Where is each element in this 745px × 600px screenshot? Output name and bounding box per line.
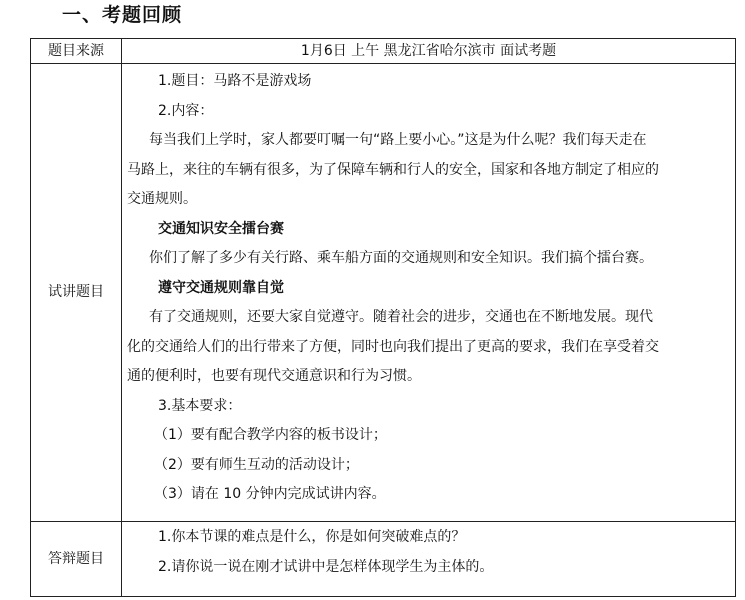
- paragraph2-line1: 你们了解了多少有关行路、乘车船方面的交通规则和安全知识。我们搞个擂台赛。: [149, 250, 653, 266]
- row-divider-trial: [31, 521, 735, 522]
- paragraph1-line3: 交通规则。: [127, 191, 197, 207]
- trial-content-label: 2.内容：: [158, 102, 214, 119]
- defense-label: 答辩题目: [48, 551, 104, 567]
- subheading-safety-contest: 交通知识安全擂台赛: [158, 220, 284, 237]
- trial-label: 试讲题目: [48, 284, 104, 300]
- paragraph3-line1: 有了交通规则，还要大家自觉遵守。随着社会的进步，交通也在不断地发展。现代: [149, 309, 653, 325]
- trial-content: [122, 67, 729, 510]
- defense-content: [122, 523, 729, 582]
- section-heading: 一、考题回顾: [62, 4, 183, 26]
- row-divider-source: [31, 63, 735, 64]
- paragraph3-line2: 化的交通给人们的出行带来了方便，同时也向我们提出了更高的要求，我们在享受着交: [127, 338, 659, 355]
- source-label: 题目来源: [48, 43, 104, 59]
- exam-table: [30, 38, 736, 597]
- defense-question: 2.请你说一说在刚才试讲中是怎样体现学生为主体的。: [158, 558, 494, 575]
- requirement-item: （2）要有师生互动的活动设计；: [154, 456, 359, 473]
- paragraph1-line2: 马路上，来往的车辆有很多，为了保障车辆和行人的安全，国家和各地方制定了相应的: [127, 161, 659, 178]
- paragraph1-line1: 每当我们上学时，家人都要叮嘱一句“路上要小心。”这是为什么呢？我们每天走在: [149, 132, 647, 148]
- trial-topic: 1.题目：马路不是游戏场: [158, 73, 312, 89]
- paragraph3-line3: 通的便利时，也要有现代交通意识和行为习惯。: [127, 368, 421, 384]
- requirements-label: 3.基本要求：: [158, 397, 242, 414]
- defense-question: 1.你本节课的难点是什么，你是如何突破难点的？: [158, 529, 466, 545]
- requirement-item: （3）请在 10 分钟内完成试讲内容。: [154, 486, 386, 502]
- subheading-obey-rules: 遵守交通规则靠自觉: [158, 279, 284, 296]
- requirement-item: （1）要有配合教学内容的板书设计；: [154, 427, 387, 443]
- source-value: 1月6日 上午 黑龙江省哈尔滨市 面试考题: [300, 43, 557, 59]
